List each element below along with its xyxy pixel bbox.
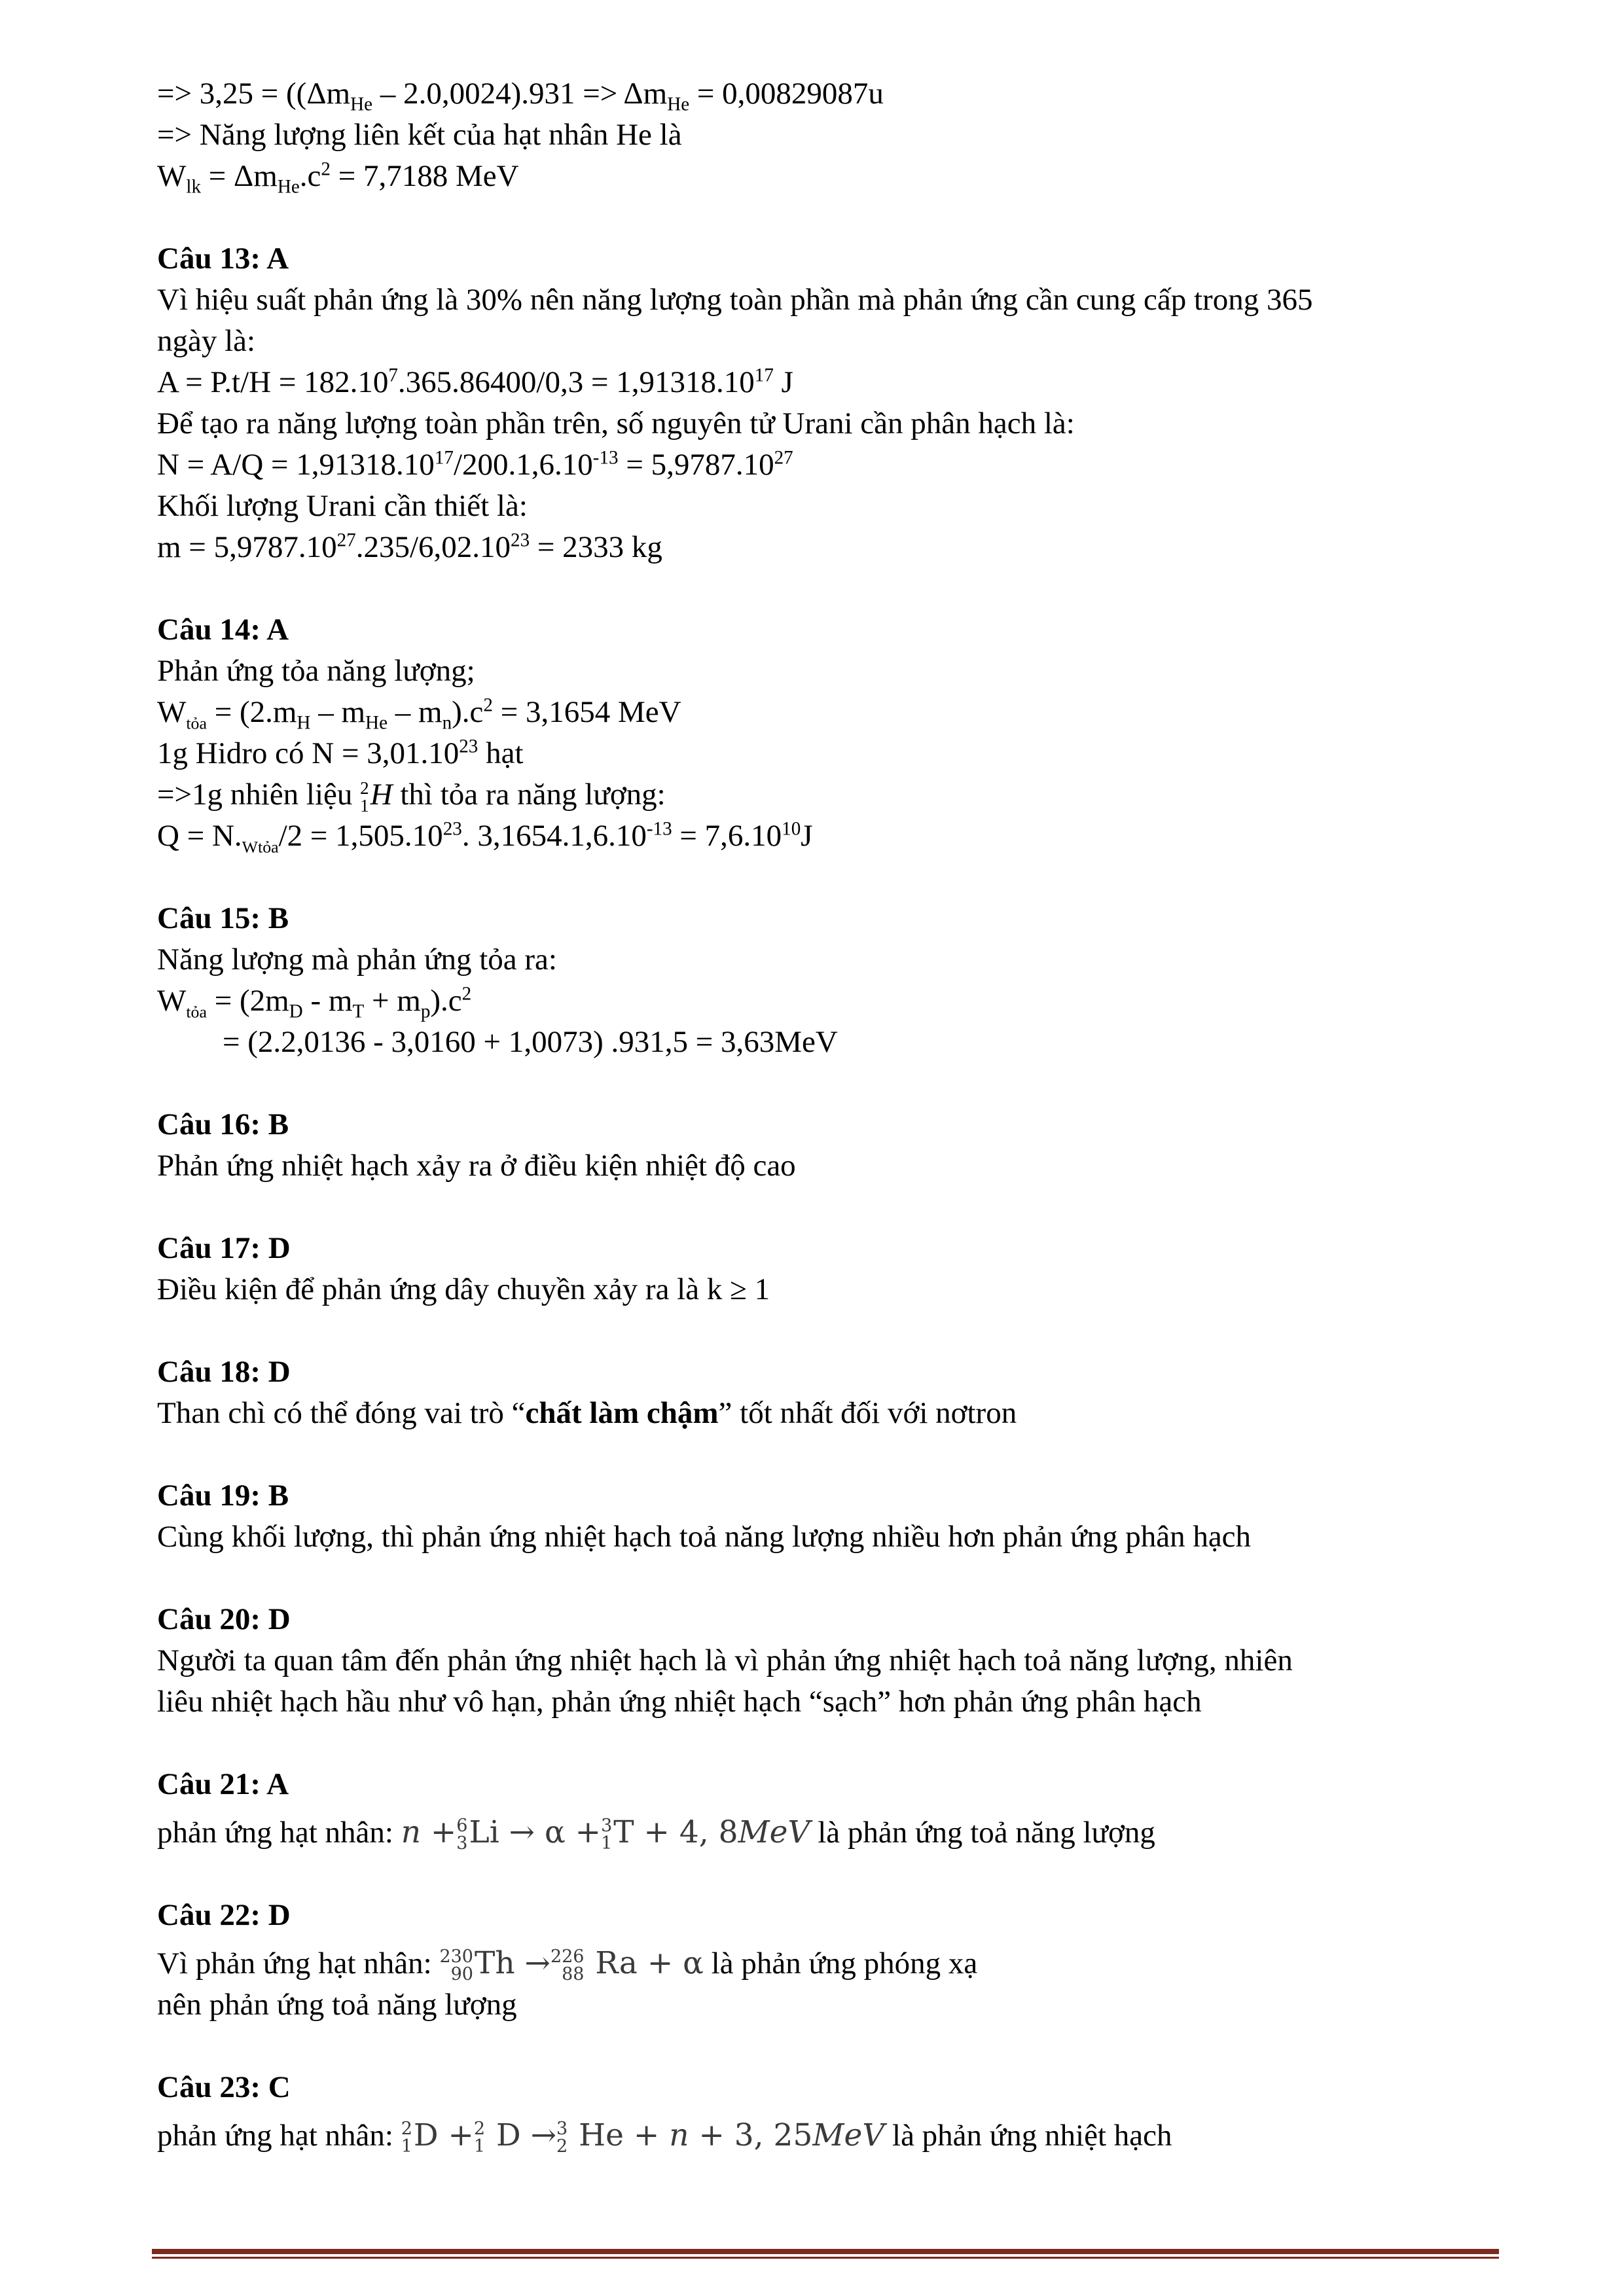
q13-formula-energy: $A = P.t/H = 182.10^7.365.86400/0,3 = 1,91318.10^{17}$ J	[157, 365, 793, 399]
reaction-equation: 230 90 Th → 226 88 Ra + α	[439, 1945, 704, 1984]
q13-text-2: Để tạo ra năng lượng toàn phần trên, số nguyên tử Urani cần phân hạch là:	[157, 406, 1075, 440]
q18-text-1: Than chì có thể đóng vai trò “chất làm chậm” tốt nhất đối với nơtron	[157, 1396, 1017, 1430]
question-20-title: Câu 20: D	[157, 1602, 291, 1636]
question-23-title: Câu 23: C	[157, 2070, 291, 2104]
q14-text-fuel: =>1g nhiên liệu 2 1 H thì tỏa ra năng lượng:	[157, 778, 666, 816]
footer-rule-thick	[152, 2249, 1499, 2254]
nuclide-index: 2 1	[360, 778, 369, 816]
footer-rule-thin	[152, 2257, 1499, 2259]
q14-text-1: Phản ứng tỏa năng lượng;	[157, 654, 475, 688]
footer-rule	[152, 2249, 1499, 2259]
q16-text-1: Phản ứng nhiệt hạch xảy ra ở điều kiện nhiệt độ cao	[157, 1149, 796, 1183]
question-18-title: Câu 18: D	[157, 1355, 291, 1389]
q20-text-1b: liêu nhiệt hạch hầu như vô hạn, phản ứng nhiệt hạch “sạch” hơn phản ứng phân hạch	[157, 1685, 1202, 1719]
formula-binding-energy: $W_{lk} = \Delta m_{He}.c^2 = 7,7188$ MeV	[157, 158, 519, 198]
q13-formula-mass: $m = 5,9787.10^{27}.235/6,02.10^{23} = 2333$ kg	[157, 529, 662, 564]
q15-formula-result: = (2.2,0136 - 3,0160 + 1,0073) .931,5 = 3,63MeV	[223, 1025, 838, 1059]
question-17-title: Câu 17: D	[157, 1231, 291, 1265]
q20-text-1: Người ta quan tâm đến phản ứng nhiệt hạch là vì phản ứng nhiệt hạch toả năng lượng, nhiên	[157, 1643, 1293, 1677]
text-binding-energy-intro: => Năng lượng liên kết của hạt nhân He là	[157, 118, 682, 152]
reaction-equation: 2 1 D + 2 1 D → 3 2 He + n + 3, 25MeV	[401, 2117, 885, 2157]
reaction-equation: n + 6 3 Li → α + 3 1 T + 4, 8MeV	[401, 1814, 810, 1854]
question-13-title: Câu 13: A	[157, 242, 289, 276]
q17-text-1: Điều kiện để phản ứng dây chuyền xảy ra là k ≥ 1	[157, 1272, 770, 1306]
document-page	[157, 73, 1512, 2157]
q13-formula-atoms: $N = A/Q = 1,91318.10^{17}/200.1,6.10^{-13} = 5,9787.10^{27}$	[157, 447, 793, 482]
q14-formula-w: $W_{tỏa} = (2.m_H - m_{He} - m_n).c^2 = 3,1654$ MeV	[157, 694, 681, 734]
q13-text-1: Vì hiệu suất phản ứng là 30% nên năng lượng toàn phần mà phản ứng cần cung cấp trong 365	[157, 283, 1313, 317]
question-14-title: Câu 14: A	[157, 613, 289, 647]
formula-delta-m-he: => $3,25 = ((\Delta m_{He} - 2.0,0024).931 => \Delta m_{He} = 0,00829087u$	[157, 77, 884, 115]
question-21-title: Câu 21: A	[157, 1767, 289, 1801]
question-16-title: Câu 16: B	[157, 1107, 289, 1141]
q15-formula-w: $W_{tỏa} = (2m_D - m_T + m_p).c^2$	[157, 983, 472, 1022]
q15-text-1: Năng lượng mà phản ứng tỏa ra:	[157, 942, 557, 977]
q13-text-1b: ngày là:	[157, 324, 256, 358]
q23-reaction: phản ứng hạt nhân: 2 1 D + 2 1 D → 3 2 He + n + 3, 25MeV là phản ứng nhiệt hạch	[157, 2117, 1172, 2157]
q19-text-1: Cùng khối lượng, thì phản ứng nhiệt hạch toả năng lượng nhiều hơn phản ứng phân hạch	[157, 1520, 1252, 1554]
q13-text-3: Khối lượng Urani cần thiết là:	[157, 489, 528, 523]
question-15-title: Câu 15: B	[157, 901, 289, 935]
q14-formula-n: 1g Hidro có $N = 3,01.10^{23}$ hạt	[157, 736, 524, 770]
q14-formula-q: $Q = N._{Wtỏa}/2 = 1,505.10^{23}$. $3,1654.1,6.10^{-13} = 7,6.10^{10}J$	[157, 818, 813, 857]
q21-reaction: phản ứng hạt nhân: n + 6 3 Li → α + 3 1 T + 4, 8MeV là phản ứng toả năng lượng	[157, 1814, 1155, 1854]
q22-text-2: nên phản ứng toả năng lượng	[157, 1988, 517, 2022]
question-22-title: Câu 22: D	[157, 1898, 291, 1932]
question-19-title: Câu 19: B	[157, 1479, 289, 1513]
q22-reaction: Vì phản ứng hạt nhân: 230 90 Th → 226 88 Ra + α là phản ứng phóng xạ	[157, 1945, 978, 1984]
